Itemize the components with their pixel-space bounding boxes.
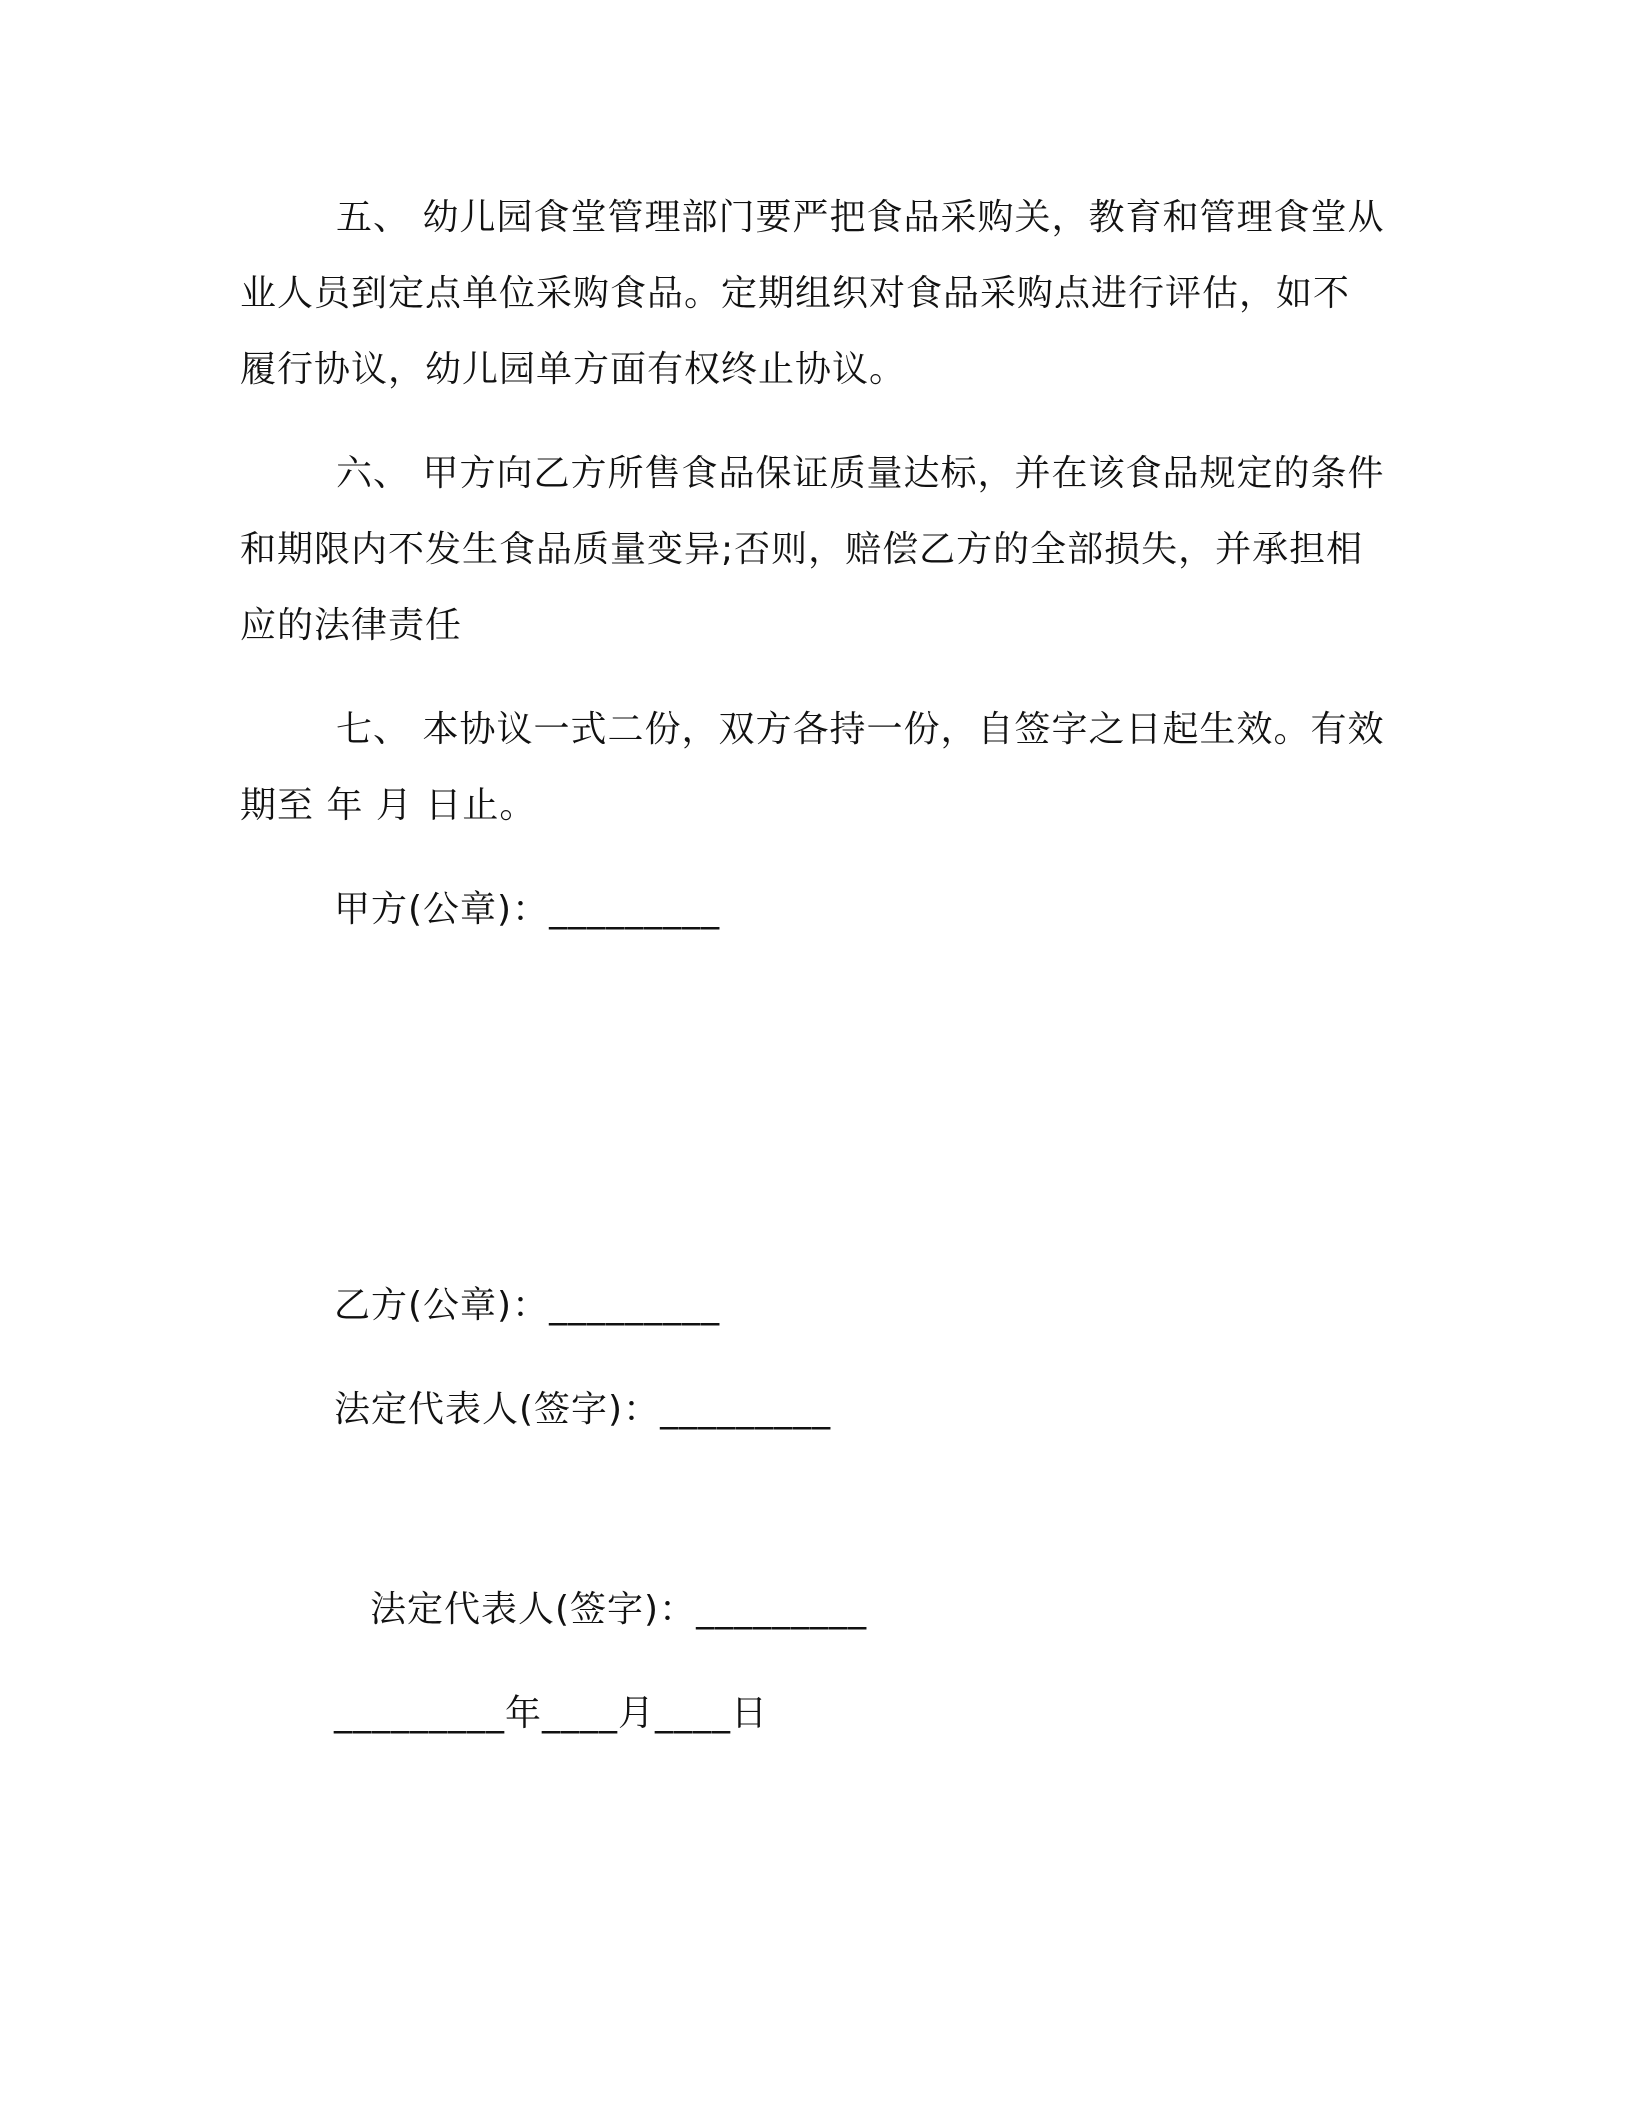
clause-7-line-2: 期至 年 月 日止。 [240, 785, 537, 826]
clause-5-line-3: 履行协议，幼儿园单方面有权终止协议。 [240, 349, 907, 390]
clause-6-line-1: 六、 甲方向乙方所售食品保证质量达标，并在该食品规定的条件 [336, 453, 1385, 494]
party-a-seal: 甲方(公章)：_________ [334, 889, 721, 930]
legal-representative-signature-2: 法定代表人(签字)：_________ [370, 1589, 868, 1630]
clause-6-line-2: 和期限内不发生食品质量变异;否则，赔偿乙方的全部损失，并承担相 [240, 529, 1364, 570]
legal-representative-signature-1: 法定代表人(签字)：_________ [334, 1389, 832, 1430]
party-b-seal: 乙方(公章)：_________ [334, 1285, 721, 1326]
clause-5-line-1: 五、 幼儿园食堂管理部门要严把食品采购关，教育和管理食堂从 [336, 197, 1385, 238]
clause-6-line-3: 应的法律责任 [240, 605, 463, 646]
clause-5-line-2: 业人员到定点单位采购食品。定期组织对食品采购点进行评估，如不 [240, 273, 1351, 314]
signing-date: _________年____月____日 [334, 1693, 768, 1734]
clause-7-line-1: 七、 本协议一式二份，双方各持一份，自签字之日起生效。有效 [336, 709, 1385, 750]
